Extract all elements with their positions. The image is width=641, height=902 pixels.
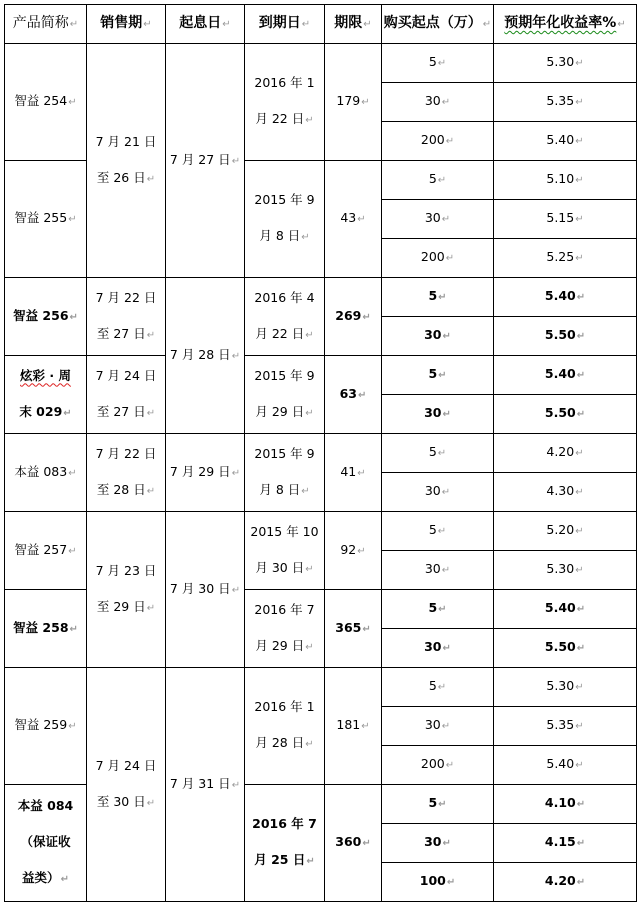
yield-rate: 5.30↵: [494, 44, 637, 83]
term-days: 41↵: [325, 434, 382, 512]
start-date: 7 月 29 日↵: [166, 434, 245, 512]
yield-rate: 5.40↵: [494, 590, 637, 629]
min-purchase: 30↵: [382, 200, 494, 239]
yield-rate: 5.25↵: [494, 239, 637, 278]
yield-rate: 4.20↵: [494, 434, 637, 473]
min-purchase: 30↵: [382, 824, 494, 863]
yield-rate: 5.50↵: [494, 395, 637, 434]
header-start-date: 起息日↵: [166, 5, 245, 44]
min-purchase: 30↵: [382, 707, 494, 746]
min-purchase: 5↵: [382, 161, 494, 200]
product-name: 智益 254↵: [5, 44, 87, 161]
term-days: 269↵: [325, 278, 382, 356]
yield-rate: 5.40↵: [494, 278, 637, 317]
yield-rate: 4.15↵: [494, 824, 637, 863]
maturity-date: 2015 年 10 月 30 日↵: [245, 512, 325, 590]
yield-rate: 5.40↵: [494, 356, 637, 395]
start-date: 7 月 27 日↵: [166, 44, 245, 278]
term-days: 360↵: [325, 785, 382, 902]
yield-rate: 5.30↵: [494, 668, 637, 707]
sale-period: 7 月 23 日 至 29 日↵: [87, 512, 166, 668]
sale-period: 7 月 24 日 至 30 日↵: [87, 668, 166, 902]
product-table: [4, 4, 637, 902]
header-name: 产品简称↵: [5, 5, 87, 44]
maturity-date: 2015 年 9 月 8 日↵: [245, 161, 325, 278]
header-maturity: 到期日↵: [245, 5, 325, 44]
maturity-date: 2016 年 7 月 25 日↵: [245, 785, 325, 902]
min-purchase: 30↵: [382, 551, 494, 590]
min-purchase: 30↵: [382, 83, 494, 122]
sale-period: 7 月 22 日 至 27 日↵: [87, 278, 166, 356]
maturity-date: 2016 年 7 月 29 日↵: [245, 590, 325, 668]
sale-period: 7 月 24 日 至 27 日↵: [87, 356, 166, 434]
yield-rate: 5.30↵: [494, 551, 637, 590]
table-row: [5, 512, 637, 551]
yield-rate: 5.50↵: [494, 629, 637, 668]
yield-rate: 5.40↵: [494, 746, 637, 785]
min-purchase: 30↵: [382, 395, 494, 434]
yield-rate: 5.35↵: [494, 707, 637, 746]
min-purchase: 30↵: [382, 473, 494, 512]
sale-period: 7 月 21 日 至 26 日↵: [87, 44, 166, 278]
yield-rate: 4.20↵: [494, 863, 637, 902]
min-purchase: 100↵: [382, 863, 494, 902]
product-name: 智益 257↵: [5, 512, 87, 590]
header-yield: 预期年化收益率%↵: [494, 5, 637, 44]
table-row: [5, 44, 637, 83]
term-days: 365↵: [325, 590, 382, 668]
term-days: 43↵: [325, 161, 382, 278]
min-purchase: 200↵: [382, 746, 494, 785]
min-purchase: 30↵: [382, 317, 494, 356]
min-purchase: 5↵: [382, 44, 494, 83]
yield-rate: 5.15↵: [494, 200, 637, 239]
maturity-date: 2015 年 9 月 8 日↵: [245, 434, 325, 512]
header-sale-period: 销售期↵: [87, 5, 166, 44]
yield-rate: 5.50↵: [494, 317, 637, 356]
product-name: 智益 258↵: [5, 590, 87, 668]
maturity-date: 2016 年 1 月 28 日↵: [245, 668, 325, 785]
table-row: [5, 668, 637, 707]
term-days: 181↵: [325, 668, 382, 785]
start-date: 7 月 28 日↵: [166, 278, 245, 434]
start-date: 7 月 31 日↵: [166, 668, 245, 902]
term-days: 63↵: [325, 356, 382, 434]
term-days: 179↵: [325, 44, 382, 161]
min-purchase: 5↵: [382, 512, 494, 551]
maturity-date: 2016 年 1 月 22 日↵: [245, 44, 325, 161]
header-row: [5, 5, 637, 44]
product-name: 智益 255↵: [5, 161, 87, 278]
product-name: 智益 256↵: [5, 278, 87, 356]
yield-rate: 5.40↵: [494, 122, 637, 161]
min-purchase: 5↵: [382, 434, 494, 473]
yield-rate: 4.10↵: [494, 785, 637, 824]
min-purchase: 5↵: [382, 668, 494, 707]
product-name: 本益 084 （保证收 益类）↵: [5, 785, 87, 902]
min-purchase: 200↵: [382, 239, 494, 278]
product-name: 炫彩 · 周 末 029↵: [5, 356, 87, 434]
table-row: [5, 278, 637, 317]
table-row: [5, 356, 637, 395]
table-row: [5, 434, 637, 473]
product-name: 本益 083↵: [5, 434, 87, 512]
min-purchase: 5↵: [382, 278, 494, 317]
maturity-date: 2016 年 4 月 22 日↵: [245, 278, 325, 356]
yield-rate: 5.35↵: [494, 83, 637, 122]
yield-rate: 5.20↵: [494, 512, 637, 551]
min-purchase: 5↵: [382, 785, 494, 824]
min-purchase: 30↵: [382, 629, 494, 668]
term-days: 92↵: [325, 512, 382, 590]
yield-rate: 5.10↵: [494, 161, 637, 200]
start-date: 7 月 30 日↵: [166, 512, 245, 668]
header-term: 期限↵: [325, 5, 382, 44]
header-min-purchase: 购买起点（万）↵: [382, 5, 494, 44]
min-purchase: 5↵: [382, 356, 494, 395]
sale-period: 7 月 22 日 至 28 日↵: [87, 434, 166, 512]
min-purchase: 5↵: [382, 590, 494, 629]
yield-rate: 4.30↵: [494, 473, 637, 512]
min-purchase: 200↵: [382, 122, 494, 161]
maturity-date: 2015 年 9 月 29 日↵: [245, 356, 325, 434]
product-name: 智益 259↵: [5, 668, 87, 785]
